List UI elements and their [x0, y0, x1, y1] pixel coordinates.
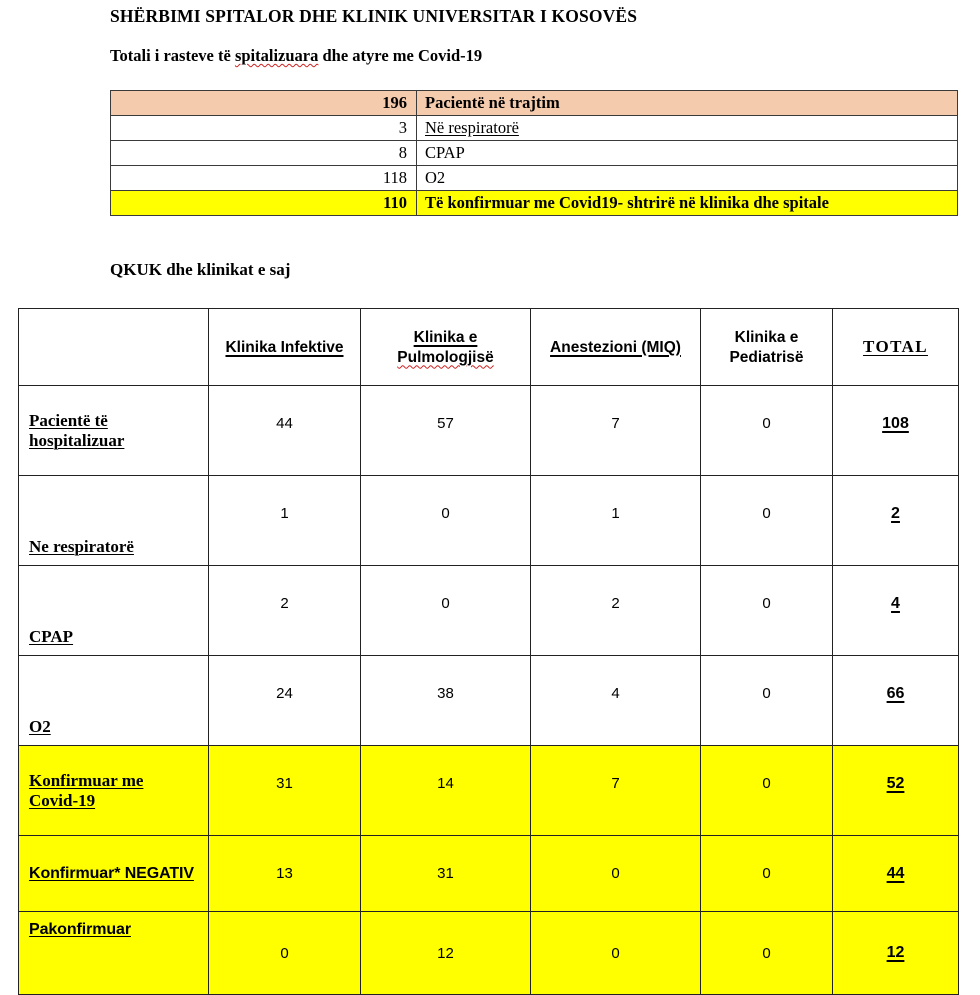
header-anestezioni — [531, 309, 701, 386]
table-row — [111, 141, 958, 166]
cell-total: 44 — [833, 836, 959, 912]
row-label-cpap — [19, 566, 209, 656]
summary-subtitle — [110, 46, 482, 66]
header-label: Anestezioni (MIQ) — [550, 338, 681, 356]
summary-label-text: Pacientë në trajtim — [425, 93, 560, 112]
section-title: QKUK dhe klinikat e saj — [110, 260, 291, 279]
summary-label-text: O2 — [425, 168, 446, 187]
cell-anestezion: 7 — [531, 386, 701, 476]
header-total — [833, 309, 959, 386]
cell-total: 12 — [833, 912, 959, 995]
row-label-ne-respiratore — [19, 476, 209, 566]
header-label-line1: Klinika e — [734, 328, 799, 346]
clinic-breakdown-table — [18, 308, 959, 995]
cell-total: 52 — [833, 746, 959, 836]
cell-total: 66 — [833, 656, 959, 746]
cell-pulmologji: 31 — [361, 836, 531, 912]
header-label-line2: Pediatrisë — [729, 348, 804, 366]
cell-pediatri: 0 — [701, 566, 833, 656]
cell-pulmologji: 0 — [361, 566, 531, 656]
table-row — [111, 166, 958, 191]
summary-table — [110, 90, 958, 216]
header-klinika-pediatrise — [701, 309, 833, 386]
cell-infektive: 1 — [209, 476, 361, 566]
table-row — [111, 116, 958, 141]
cell-pediatri: 0 — [701, 476, 833, 566]
cell-pulmologji: 14 — [361, 746, 531, 836]
row-label-konfirmuar-covid19 — [19, 746, 209, 836]
table-row — [19, 386, 959, 476]
row-label-line1: Ne respiratorë — [29, 537, 134, 556]
row-label-line1: O2 — [29, 717, 51, 736]
cell-pulmologji: 0 — [361, 476, 531, 566]
summary-label — [417, 166, 958, 191]
summary-value: 110 — [111, 191, 417, 216]
summary-value: 118 — [111, 166, 417, 191]
cell-anestezion: 7 — [531, 746, 701, 836]
summary-label-text: Në respiratorë — [425, 118, 519, 137]
header-label-line2: Pulmologjisë — [397, 348, 494, 366]
summary-label — [417, 116, 958, 141]
cell-pulmologji: 57 — [361, 386, 531, 476]
cell-infektive: 2 — [209, 566, 361, 656]
subtitle-text-b: dhe atyre me Covid-19 — [318, 46, 483, 65]
cell-pulmologji: 12 — [361, 912, 531, 995]
cell-anestezion: 0 — [531, 836, 701, 912]
row-label-line2: hospitalizuar — [29, 430, 125, 450]
table-header-row — [19, 309, 959, 386]
cell-total: 2 — [833, 476, 959, 566]
header-label-line1: Klinika e — [413, 328, 478, 346]
cell-infektive: 44 — [209, 386, 361, 476]
cell-pulmologji: 38 — [361, 656, 531, 746]
cell-infektive: 0 — [209, 912, 361, 995]
cell-anestezion: 4 — [531, 656, 701, 746]
header-klinika-pulmologjise — [361, 309, 531, 386]
cell-pediatri: 0 — [701, 912, 833, 995]
cell-total: 4 — [833, 566, 959, 656]
cell-pediatri: 0 — [701, 836, 833, 912]
header-label: Klinika Infektive — [225, 338, 344, 356]
table-row — [111, 191, 958, 216]
row-label-pakonfirmuar — [19, 912, 209, 995]
cell-infektive: 31 — [209, 746, 361, 836]
summary-label — [417, 91, 958, 116]
summary-value: 196 — [111, 91, 417, 116]
table-row — [19, 746, 959, 836]
row-label-konfirmuar-negativ — [19, 836, 209, 912]
cell-pediatri: 0 — [701, 386, 833, 476]
table-row — [19, 836, 959, 912]
table-row — [19, 566, 959, 656]
summary-label — [417, 191, 958, 216]
table-row — [111, 91, 958, 116]
table-row — [19, 912, 959, 995]
cell-anestezion: 2 — [531, 566, 701, 656]
header-label: TOTAL — [863, 337, 928, 356]
row-label-line1: CPAP — [29, 627, 74, 646]
header-corner-cell — [19, 309, 209, 386]
row-label-line2: Covid-19 — [29, 790, 96, 810]
summary-label — [417, 141, 958, 166]
row-label-line1: Konfirmuar me — [29, 770, 144, 790]
cell-anestezion: 0 — [531, 912, 701, 995]
summary-value: 3 — [111, 116, 417, 141]
cell-infektive: 24 — [209, 656, 361, 746]
summary-label-text: CPAP — [425, 143, 465, 162]
summary-value: 8 — [111, 141, 417, 166]
row-label-line1: Pakonfirmuar — [29, 921, 131, 938]
row-label-line1: Konfirmuar* NEGATIV — [29, 865, 194, 882]
cell-anestezion: 1 — [531, 476, 701, 566]
cell-pediatri: 0 — [701, 656, 833, 746]
row-label-line1: Pacientë të — [29, 410, 108, 430]
cell-infektive: 13 — [209, 836, 361, 912]
table-row — [19, 476, 959, 566]
row-label-o2 — [19, 656, 209, 746]
header-klinika-infektive — [209, 309, 361, 386]
subtitle-text-a: Totali i rasteve të — [110, 46, 235, 65]
table-row — [19, 656, 959, 746]
summary-label-text: Të konfirmuar me Covid19- shtrirë në klinika dhe spitale — [425, 193, 829, 212]
subtitle-misspelled-word: spitalizuara — [234, 46, 319, 65]
cell-total: 108 — [833, 386, 959, 476]
document-title: SHËRBIMI SPITALOR DHE KLINIK UNIVERSITAR I KOSOVËS — [110, 6, 638, 26]
row-label-pacient-hospitalizuar — [19, 386, 209, 476]
cell-pediatri: 0 — [701, 746, 833, 836]
